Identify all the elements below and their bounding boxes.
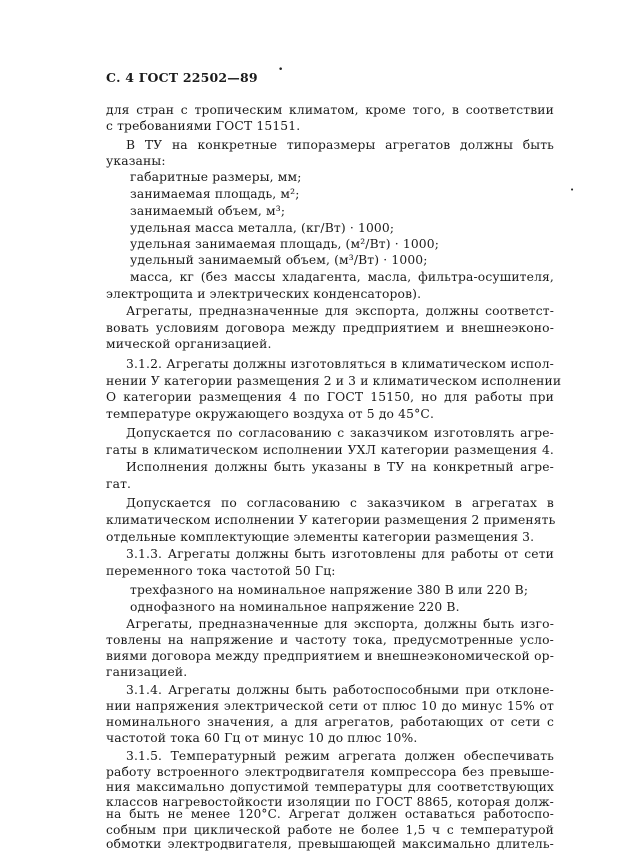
text-line: Агрегаты, предназначенные для экспорта, должны соответст- <box>126 304 554 318</box>
text-line: нии напряжения электрической сети от плюс 10 до минус 15% от <box>106 699 554 713</box>
text-line: 3.1.5. Температурный режим агрегата должен обеспечивать <box>126 749 554 763</box>
text-line: вовать условиям договора между предприятием и внешнеэконо- <box>106 321 554 335</box>
text-line: для стран с тропическим климатом, кроме того, в соответствии <box>106 103 554 117</box>
text-line: температуре окружающего воздуха от 5 до 45°С. <box>106 407 435 421</box>
list-item: однофазного на номинальное напряжение 220 В. <box>130 600 460 614</box>
text-line: указаны: <box>106 154 166 168</box>
list-item: удельный занимаемый объем, (м³/Вт) · 1000; <box>130 253 428 267</box>
bottom-strip <box>106 808 554 851</box>
list-item: занимаемый объем, м³; <box>130 204 286 218</box>
text-line: товлены на напряжение и частоту тока, предусмотренные усло- <box>106 633 554 647</box>
text-line: номинального значения, а для агрегатов, работающих от сети с <box>106 715 554 729</box>
text-line: классов нагревостойкости изоляции по ГОСТ 8865, которая долж- <box>106 795 554 809</box>
text-line: Допускается по согласованию с заказчиком в агрегатах в <box>126 496 554 510</box>
text-line: на быть не менее 120°С. Агрегат должен оставаться работоспо- <box>106 807 554 821</box>
text-line: Допускается по согласованию с заказчиком изготовлять агре- <box>126 426 554 440</box>
text-line: ния максимально допустимой температуры для соответствующих <box>106 780 554 794</box>
text-line: климатическом исполнении У категории размещения 2 применять <box>106 513 556 527</box>
dot-mark: • <box>278 65 284 75</box>
list-item: габаритные размеры, мм; <box>130 170 302 184</box>
text-line: ганизацией. <box>106 665 188 679</box>
list-item: удельная занимаемая площадь, (м²/Вт) · 1000; <box>130 237 440 251</box>
text-line: работу встроенного электродвигателя компрессора без превыше- <box>106 765 554 779</box>
text-line: О категории размещения 4 по ГОСТ 15150, но для работы при <box>106 390 554 404</box>
text-line: гаты в климатическом исполнении УХЛ категории размещения 4. <box>106 443 554 457</box>
text-line: электрощита и электрических конденсаторов). <box>106 287 422 301</box>
text-line: переменного тока частотой 50 Гц: <box>106 564 336 578</box>
page-header: С. 4 ГОСТ 22502—89 <box>106 70 258 85</box>
list-item: масса, кг (без массы хладагента, масла, фильтра-осушителя, <box>130 270 554 284</box>
text-line: Исполнения должны быть указаны в ТУ на конкретный агре- <box>126 460 554 474</box>
list-item: занимаемая площадь, м²; <box>130 187 300 201</box>
text-line: с требованиями ГОСТ 15151. <box>106 119 301 133</box>
text-line: отдельные комплектующие элементы категории размещения 3. <box>106 530 535 544</box>
text-line: 3.1.4. Агрегаты должны быть работоспособными при отклоне- <box>126 683 554 697</box>
text-line: виями договора между предприятием и внешнеэкономической ор- <box>106 649 554 663</box>
text-line: частотой тока 60 Гц от минус 10 до плюс 10%. <box>106 731 418 745</box>
text-line: нении У категории размещения 2 и 3 и климатическом исполнении <box>106 374 562 388</box>
bullet-mark: • <box>570 186 575 194</box>
text-line: мической организацией. <box>106 337 272 351</box>
list-item: трехфазного на номинальное напряжение 380 В или 220 В; <box>130 583 529 597</box>
text-line: обмотки электродвигателя, превышающей максимально длитель- <box>106 837 554 851</box>
text-line: 3.1.3. Агрегаты должны быть изготовлены для работы от сети <box>126 547 554 561</box>
text-line: Агрегаты, предназначенные для экспорта, должны быть изго- <box>126 617 554 631</box>
list-item: удельная масса металла, (кг/Вт) · 1000; <box>130 221 395 235</box>
text-line: гат. <box>106 477 132 491</box>
text-line: собным при циклической работе не более 1,5 ч с температурой <box>106 823 554 837</box>
text-line: 3.1.2. Агрегаты должны изготовляться в климатическом испол- <box>126 357 554 371</box>
text-line: В ТУ на конкретные типоразмеры агрегатов должны быть <box>126 138 554 152</box>
